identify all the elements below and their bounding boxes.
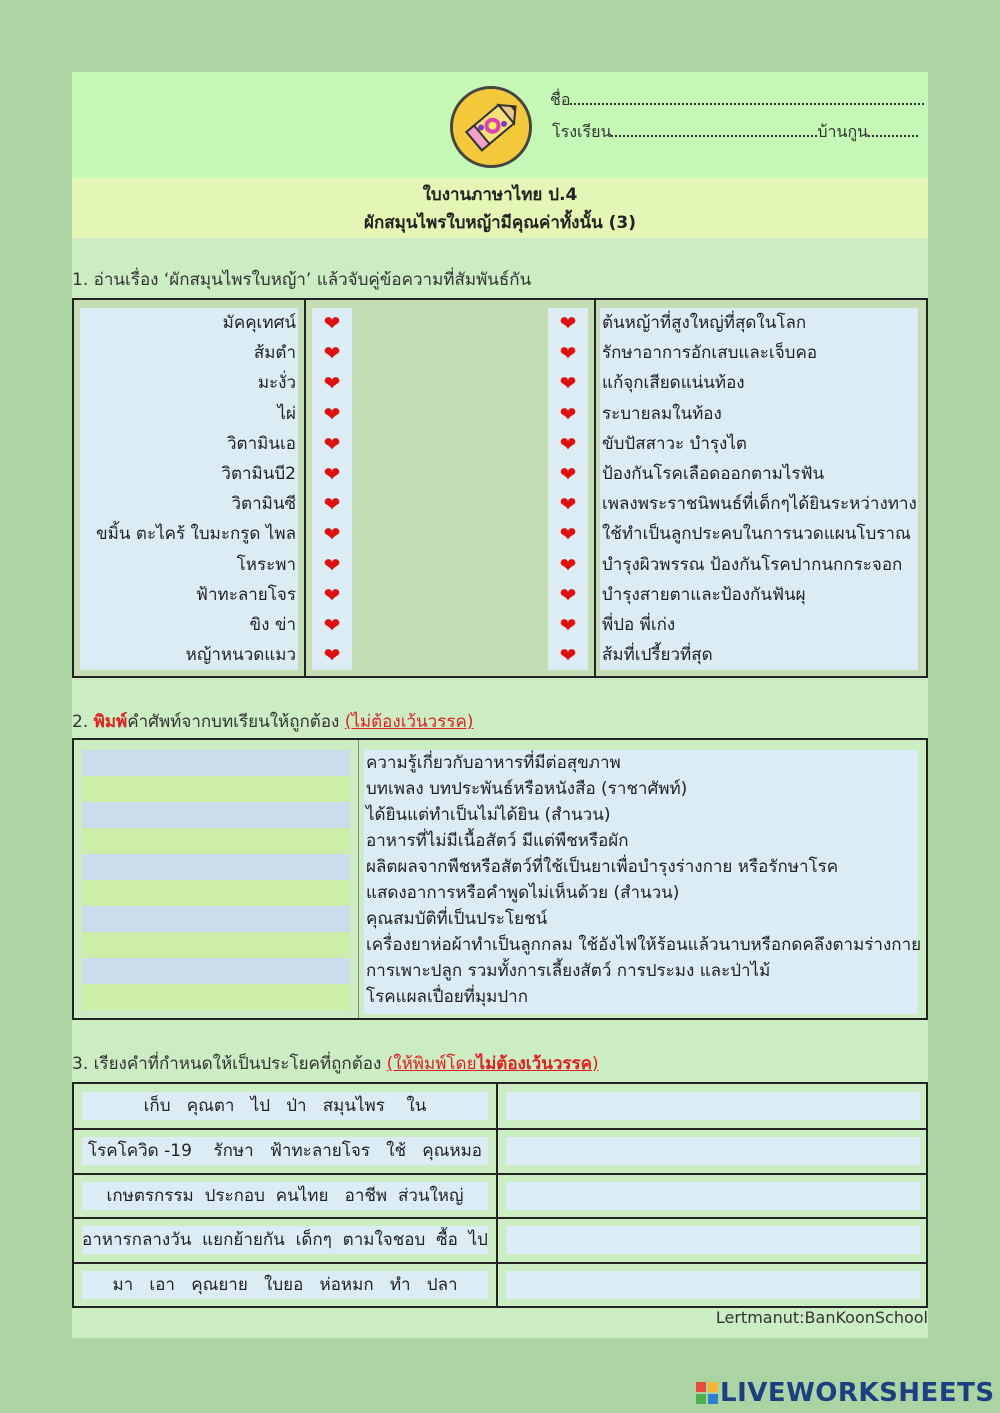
match-right-heart-icon[interactable]: ❤ [559,643,577,668]
vocab-answer-input[interactable] [82,906,350,932]
section2-note: (ไม่ต้องเว้นวรรค) [344,712,474,732]
match-left-heart-icon[interactable]: ❤ [323,431,341,456]
match-right-heart-icon[interactable]: ❤ [559,371,577,396]
match-right-item: ป้องกันโรคเลือดออกตามไรฟัน [602,464,825,484]
match-left-item: โหระพา [236,554,296,575]
worksheet-header [72,72,928,178]
sentence-row-divider [74,1217,926,1219]
match-left-item: ขมิ้น ตะไคร้ ใบมะกรูด ไพล [96,524,296,545]
match-left-heart-icon[interactable]: ❤ [323,462,341,486]
section1-title: 1. อ่านเรื่อง ‘ผักสมุนไพรใบหญ้า’ แล้วจับคู่ข้อความที่สัมพันธ์กัน [72,270,532,290]
match-right-heart-icon[interactable]: ❤ [559,431,577,456]
worksheet-subtitle: ผักสมุนไพรใบหญ้ามีคุณค่าทั้งนั้น (3) [364,213,636,233]
vocab-definition: บทเพลง บทประพันธ์หรือหนังสือ (ราชาศัพท์) [366,779,688,799]
match-right-item: บำรุงผิวพรรณ ป้องกันโรคปากนกกระจอก [602,554,903,575]
match-left-heart-icon[interactable]: ❤ [323,371,341,396]
match-right-heart-icon[interactable]: ❤ [559,462,577,486]
vocab-definition: อาหารที่ไม่มีเนื้อสัตว์ มีแต่พืชหรือผัก [366,831,629,851]
match-right-item: ใช้ทำเป็นลูกประคบในการนวดแผนโบราณ [602,524,911,545]
village-label: บ้านกูน [817,122,869,141]
vocab-answer-input[interactable] [82,802,350,828]
match-right-heart-icon[interactable]: ❤ [559,401,577,426]
section2-title [72,708,473,735]
sentence-words: โรคโควิด -19 รักษา ฟ้าทะลายโจร ใช้ คุณหมอ [82,1137,488,1165]
vocab-answer-input[interactable] [82,932,350,958]
match-left-item: วิตามินเอ [227,433,296,454]
pencil-logo-icon [450,86,532,168]
divider-right [594,300,596,676]
school-field[interactable] [552,120,918,145]
name-field[interactable] [550,88,924,113]
vocabulary-exercise [72,738,928,1020]
name-dotted-line [570,91,924,105]
section3-instruction: 3. เรียงคำที่กำหนดให้เป็นประโยคที่ถูกต้อง [72,1054,387,1074]
match-left-heart-icon[interactable]: ❤ [323,643,341,668]
match-right-item: เพลงพระราชนิพนธ์ที่เด็กๆได้ยินระหว่างทาง [602,494,917,515]
match-right-item: บำรุงสายตาและป้องกันฟันผุ [602,584,806,605]
worksheet-title: ใบงานภาษาไทย ป.4 [422,185,578,205]
liveworksheets-icon [696,1381,718,1403]
sentence-words: เก็บ คุณตา ไป ป่า สมุนไพร ใน [82,1092,488,1120]
match-right-item: ขับปัสสาวะ บำรุงไต [602,433,747,454]
match-left-heart-icon[interactable]: ❤ [323,401,341,426]
section2-instruction: คำศัพท์จากบทเรียนให้ถูกต้อง [127,712,345,732]
vocab-definition: การเพาะปลูก รวมทั้งการเลี้ยงสัตว์ การประมง และป่าไม้ [366,961,771,981]
sentence-divider [496,1084,498,1306]
sentence-exercise [72,1082,928,1308]
section2-keyword: พิมพ์ [93,712,128,732]
match-left-heart-icon[interactable]: ❤ [323,341,341,366]
match-right-item: ส้มที่เปรี้ยวที่สุด [602,645,713,666]
vocab-answer-input[interactable] [82,828,350,854]
sentence-answer-input[interactable] [506,1182,920,1210]
vocab-answer-input[interactable] [82,776,350,802]
section3-note-close: ) [592,1054,599,1074]
sentence-answer-input[interactable] [506,1137,920,1165]
sentence-row-divider [74,1262,926,1264]
village-dotted-line [868,123,918,137]
match-left-item: หญ้าหนวดแมว [185,645,296,666]
match-left-item: วิตามินซี [231,494,296,515]
section3-note-open: (ให้พิมพ์โดย [386,1054,477,1074]
vocab-answer-input[interactable] [82,958,350,984]
match-right-heart-icon[interactable]: ❤ [559,552,577,577]
sentence-row-divider [74,1128,926,1130]
match-right-heart-icon[interactable]: ❤ [559,341,577,366]
match-left-heart-icon[interactable]: ❤ [323,522,341,547]
sentence-answer-input[interactable] [506,1092,920,1120]
match-left-heart-icon[interactable]: ❤ [323,311,341,335]
school-dotted-line [611,123,817,137]
section3-title [72,1050,599,1077]
section2-number: 2. [72,712,94,732]
match-right-item: ต้นหญ้าที่สูงใหญ่ที่สุดในโลก [602,313,807,333]
vocab-divider [358,740,359,1018]
matching-exercise [72,298,928,678]
match-left-heart-icon[interactable]: ❤ [323,613,341,637]
sentence-answer-input[interactable] [506,1271,920,1299]
match-right-item: ระบายลมในท้อง [602,403,722,424]
name-label: ชื่อ [550,90,571,109]
vocab-definition: โรคแผลเปื่อยที่มุมปาก [366,987,528,1007]
vocab-answer-input[interactable] [82,854,350,880]
match-left-heart-icon[interactable]: ❤ [323,552,341,577]
sentence-words: อาหารกลางวัน แยกย้ายกัน เด็กๆ ตามใจชอบ ซื้อ ไป [82,1226,488,1254]
title-band [72,178,928,238]
sentence-row-divider [74,1173,926,1175]
sentence-answer-input[interactable] [506,1226,920,1254]
divider-left [304,300,306,676]
match-left-item: ไผ่ [277,403,296,424]
match-right-heart-icon[interactable]: ❤ [559,492,577,517]
match-right-item: พี่ปอ พี่เก่ง [602,615,676,635]
vocab-definition: เครื่องยาห่อผ้าทำเป็นลูกกลม ใช้อังไฟให้ร้อนแล้วนาบหรือกดคลึงตามร่างกาย [366,935,922,955]
vocab-answer-input[interactable] [82,880,350,906]
sentence-words: เกษตรกรรม ประกอบ คนไทย อาชีพ ส่วนใหญ่ [82,1182,488,1210]
match-left-item: มัคคุเทศน์ [222,313,296,333]
vocab-definition: ได้ยินแต่ทำเป็นไม่ได้ยิน (สำนวน) [366,805,611,825]
vocab-definition: คุณสมบัติที่เป็นประโยชน์ [366,909,548,929]
vocab-definition: ความรู้เกี่ยวกับอาหารที่มีต่อสุขภาพ [366,753,621,773]
match-left-heart-icon[interactable]: ❤ [323,492,341,517]
match-left-item: มะงั่ว [257,373,296,394]
match-right-heart-icon[interactable]: ❤ [559,582,577,607]
vocab-definition: แสดงอาการหรือคำพูดไม่เห็นด้วย (สำนวน) [366,883,680,903]
vocab-definition: ผลิตผลจากพืชหรือสัตว์ที่ใช้เป็นยาเพื่อบำรุงร่างกาย หรือรักษาโรค [366,857,839,877]
match-right-item: รักษาอาการอักเสบและเจ็บคอ [602,343,818,364]
match-left-heart-icon[interactable]: ❤ [323,582,341,607]
match-left-item: ฟ้าทะลายโจร [195,584,296,605]
match-right-heart-icon[interactable]: ❤ [559,613,577,637]
school-label: โรงเรียน [552,122,612,141]
match-left-item: วิตามินบี2 [221,464,296,484]
sentence-words: มา เอา คุณยาย ใบยอ ห่อหมก ทำ ปลา [82,1271,488,1299]
vocab-answer-input[interactable] [82,984,350,1010]
section3-note-bold: ไม่ต้องเว้นวรรค [476,1054,593,1074]
match-left-item: ขิง ข่า [249,615,296,635]
vocab-answer-input[interactable] [82,750,350,776]
worksheet [72,72,928,1338]
credit: Lertmanut:BanKoonSchool [715,1308,928,1327]
liveworksheets-brand: LIVEWORKSHEETS [720,1378,995,1408]
match-right-heart-icon[interactable]: ❤ [559,522,577,547]
match-left-item: ส้มตำ [253,343,296,364]
liveworksheets-logo[interactable] [696,1378,995,1408]
match-right-heart-icon[interactable]: ❤ [559,311,577,335]
match-right-item: แก้จุกเสียดแน่นท้อง [602,373,745,394]
